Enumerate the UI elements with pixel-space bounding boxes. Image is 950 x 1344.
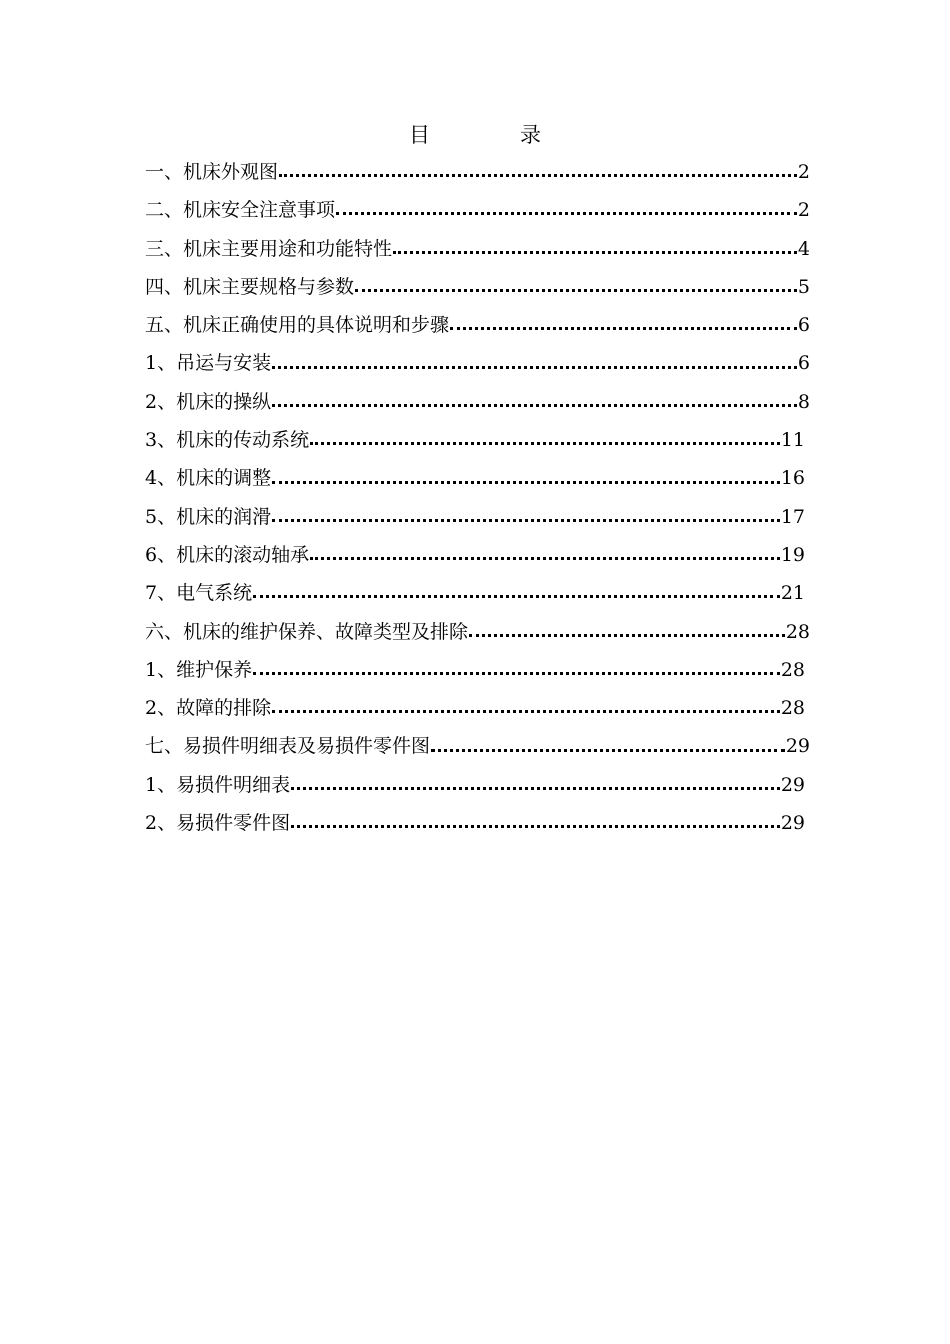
toc-entry-page: 29 [780,812,805,835]
dot-leader [431,737,785,757]
toc-entry[interactable] [145,613,810,651]
dot-leader [272,698,780,718]
toc-title-char: 录 [520,123,541,147]
toc-entry[interactable] [145,459,805,497]
dot-leader [291,775,780,795]
toc-entry-label: 2、易损件零件图 [145,812,291,835]
toc-entry-page: 6 [797,314,810,337]
toc-entry-page: 11 [780,429,805,452]
toc-entry-label: 1、吊运与安装 [145,352,272,375]
dot-leader [272,354,797,374]
toc-entry-page: 21 [780,582,805,605]
toc-entry-page: 29 [785,735,810,758]
toc-entry-label: 七、易损件明细表及易损件零件图 [145,735,431,758]
toc-entry-page: 2 [797,199,810,222]
toc-list [145,153,810,842]
toc-entry-page: 4 [797,237,810,260]
toc-entry[interactable] [145,574,805,612]
dot-leader [336,200,797,220]
toc-entry-label: 三、机床主要用途和功能特性 [145,237,393,260]
toc-entry-label: 4、机床的调整 [145,467,272,490]
dot-leader [310,430,780,450]
toc-entry[interactable] [145,344,810,382]
dot-leader [279,162,797,182]
dot-leader [450,315,797,335]
toc-entry-label: 5、机床的润滑 [145,505,272,528]
toc-entry[interactable] [145,268,810,306]
toc-entry[interactable] [145,651,805,689]
dot-leader [393,239,797,259]
toc-entry-page: 5 [797,275,810,298]
toc-entry-page: 8 [797,390,810,413]
dot-leader [310,545,780,565]
toc-entry-page: 6 [797,352,810,375]
toc-entry-label: 五、机床正确使用的具体说明和步骤 [145,314,450,337]
toc-entry-label: 6、机床的滚动轴承 [145,543,310,566]
toc-entry-label: 1、维护保养 [145,658,253,681]
toc-entry-label: 四、机床主要规格与参数 [145,275,355,298]
dot-leader [355,277,797,297]
toc-entry[interactable] [145,383,810,421]
dot-leader [272,469,780,489]
toc-entry[interactable] [145,766,805,804]
dot-leader [291,813,780,833]
dot-leader [253,660,780,680]
toc-entry-page: 29 [780,773,805,796]
toc-entry[interactable] [145,153,810,191]
toc-entry-page: 28 [780,658,805,681]
toc-entry-page: 28 [785,620,810,643]
toc-entry-page: 28 [780,697,805,720]
toc-entry[interactable] [145,727,810,765]
toc-entry[interactable] [145,230,810,268]
toc-entry[interactable] [145,191,810,229]
toc-entry-label: 六、机床的维护保养、故障类型及排除 [145,620,469,643]
toc-entry-page: 16 [780,467,805,490]
toc-entry-label: 3、机床的传动系统 [145,429,310,452]
toc-entry-label: 二、机床安全注意事项 [145,199,336,222]
toc-entry-page: 19 [780,543,805,566]
dot-leader [272,507,780,527]
toc-entry[interactable] [145,498,805,536]
toc-entry-page: 17 [780,505,805,528]
dot-leader [469,622,785,642]
toc-entry-page: 2 [797,161,810,183]
toc-title [0,118,950,152]
toc-entry[interactable] [145,421,805,459]
dot-leader [272,392,797,412]
toc-entry-label: 7、电气系统 [145,582,253,605]
toc-entry[interactable] [145,306,810,344]
toc-entry-label: 1、易损件明细表 [145,773,291,796]
toc-title-char: 目 [409,123,430,147]
toc-entry-label: 一、机床外观图 [145,161,279,183]
toc-entry-label: 2、故障的排除 [145,697,272,720]
dot-leader [253,583,780,603]
toc-entry[interactable] [145,689,805,727]
toc-entry[interactable] [145,804,805,842]
toc-entry[interactable] [145,536,805,574]
toc-entry-label: 2、机床的操纵 [145,390,272,413]
